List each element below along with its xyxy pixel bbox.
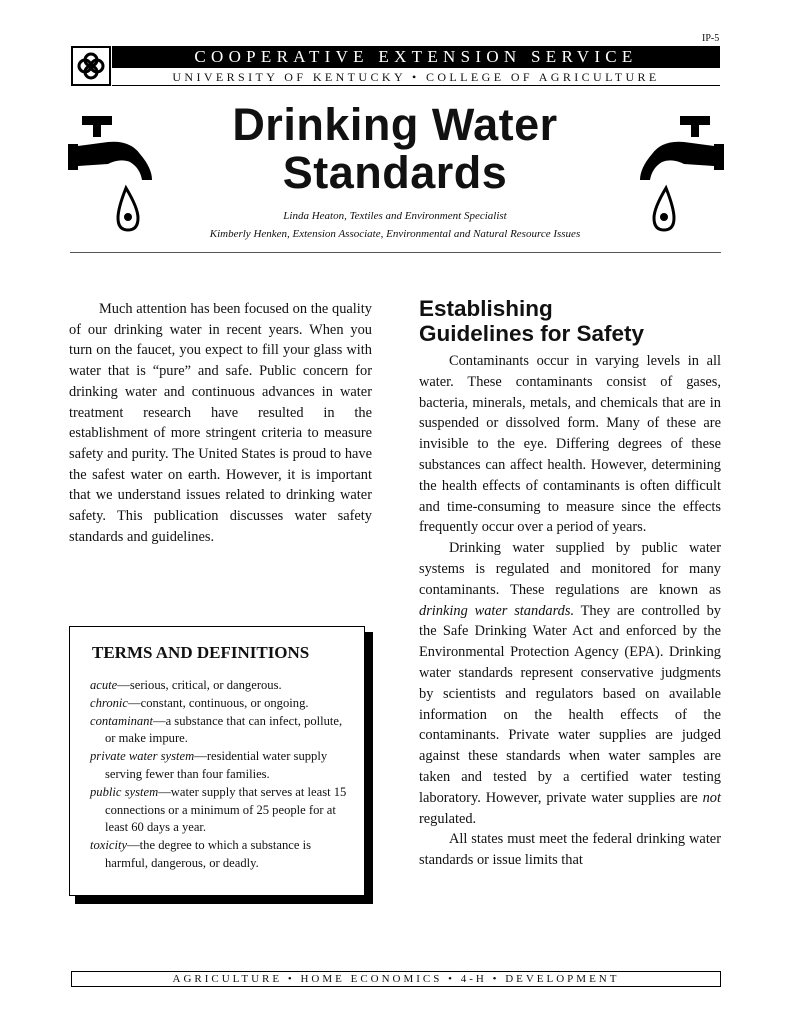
terms-list — [90, 677, 348, 873]
section-heading-line-2: Guidelines for Safety — [419, 321, 645, 346]
term-word: contaminant — [90, 713, 153, 728]
term-word: acute — [90, 678, 118, 692]
terms-definitions-box — [69, 626, 365, 896]
term-definition: —a substance that can infect, pollute, or make impure. — [105, 713, 343, 746]
section-heading — [419, 296, 739, 346]
term-entry — [90, 713, 348, 749]
title-divider — [70, 252, 721, 253]
term-definition: —residential water supply serving fewer than four families. — [105, 749, 328, 781]
section-body — [419, 351, 721, 871]
publication-id: IP-5 — [702, 33, 720, 44]
author-1: Linda Heaton, Textiles and Environment Specialist — [283, 210, 507, 222]
term-definition: —the degree to which a substance is harmful, dangerous, or deadly. — [105, 838, 312, 870]
emphasis-not: not — [702, 789, 721, 806]
body-paragraph-1: Contaminants occur in varying levels in all water. These contaminants consist of gases, bacteria, minerals, metals, and chemicals that are in suspended or dissolved form. Many of these are invisible to the eye. Differing degrees of these substances can affect health. However, determining the health effects of contaminants is often difficult and time-consuming to measure since the effects frequently occur over a period of years. — [419, 353, 721, 536]
term-word: private water system — [90, 749, 195, 764]
term-word: toxicity — [90, 838, 128, 853]
term-definition: —water supply that serves at least 15 connections or a minimum of 25 people for at least 60 days a year. — [105, 784, 347, 835]
footer-program-areas: AGRICULTURE • HOME ECONOMICS • 4-H • DEVELOPMENT — [71, 971, 721, 987]
term-definition: —serious, critical, or dangerous. — [117, 678, 282, 692]
banner-university: UNIVERSITY OF KENTUCKY • COLLEGE OF AGRICULTURE — [112, 69, 720, 86]
term-word: public system — [90, 784, 159, 799]
author-credits — [130, 207, 660, 243]
term-definition: —constant, continuous, or ongoing. — [128, 695, 309, 710]
body-paragraph-2: Drinking water supplied by public water systems is regulated and monitored for many contaminants. These regulations are known as drinking water standards. They are controlled by the Safe Drinking Water Act and enforced by the Environmental Protection Agency (EPA). Drinking water standards represent conservative judgments by scientists and regulators based on available information on the health effects of the contaminants. Private water supplies are judged against these standards when water samples are taken and tested by a certified water testing laboratory. However, private water supplies are not regulated. — [419, 540, 721, 827]
term-entry — [90, 695, 348, 713]
term-entry — [90, 748, 348, 784]
term-word: chronic — [90, 695, 129, 710]
document-title — [130, 101, 660, 197]
author-2: Kimberly Henken, Extension Associate, Environmental and Natural Resource Issues — [209, 228, 581, 240]
title-line-1: Drinking Water — [232, 99, 558, 150]
section-heading-line-1: Establishing — [419, 296, 553, 321]
terms-title: TERMS AND DEFINITIONS — [92, 643, 310, 662]
title-line-2: Standards — [282, 147, 508, 198]
intro-paragraph: Much attention has been focused on the quality of our drinking water in recent years. When you turn on the faucet, you expect to fill your glass with water that is “pure” and safe. Public concern for drinking water and continuous advances in water treatment research have resulted in the establishment of more stringent criteria to measure safety and purity. The United States is proud to have the safest water on earth. However, it is important that we understand issues related to drinking water safety. This publication discusses water safety standards and guidelines. — [69, 301, 372, 545]
term-entry — [90, 837, 348, 873]
body-paragraph-3: All states must meet the federal drinking water standards or issue limits that — [419, 831, 721, 869]
term-entry — [90, 677, 348, 695]
extension-logo-icon — [71, 46, 111, 86]
banner-service-name: COOPERATIVE EXTENSION SERVICE — [112, 46, 720, 68]
emphasis-term: drinking water standards. — [419, 602, 575, 619]
term-entry — [90, 784, 348, 837]
